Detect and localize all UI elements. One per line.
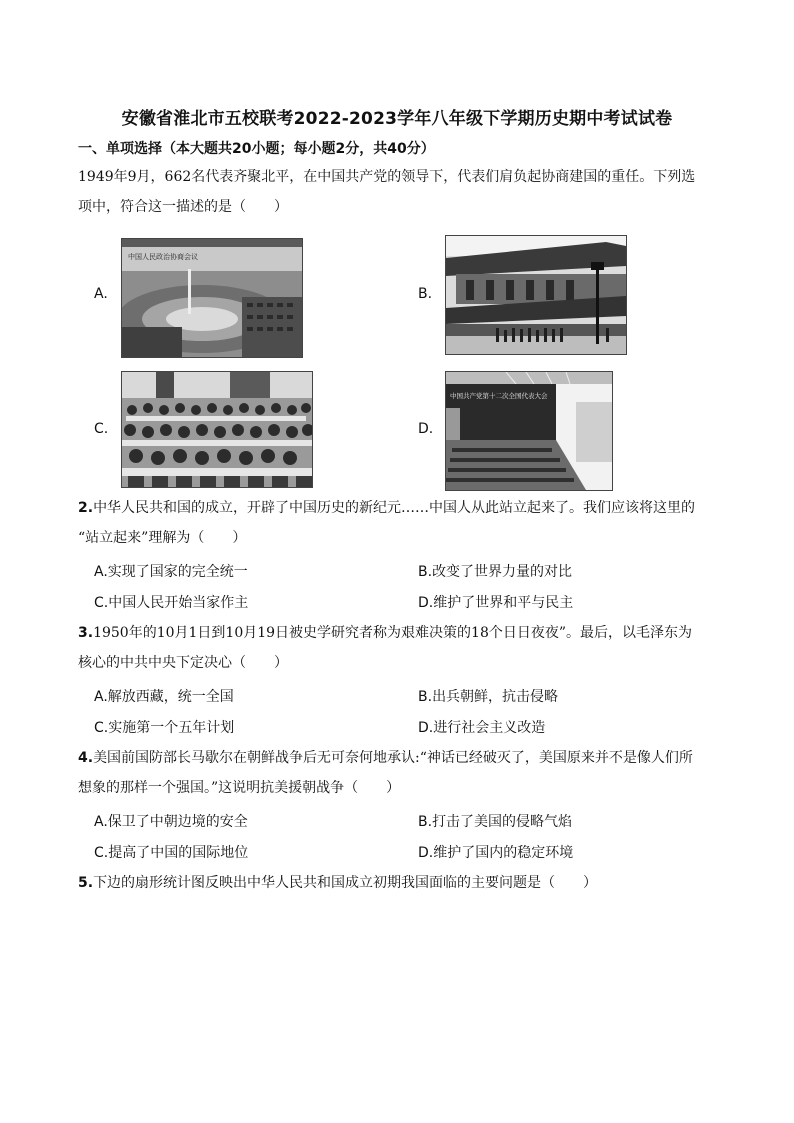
option-4b[interactable]: B.打击了美国的侵略气焰 — [418, 814, 573, 830]
question-4-line1: 4.美国前国防部长马歇尔在朝鲜战争后无可奈何地承认:“神话已经破灭了，美国原来并不是像人们所 — [78, 750, 693, 766]
option-3c[interactable]: C.实施第一个五年计划 — [94, 720, 235, 736]
option-2d[interactable]: D.维护了世界和平与民主 — [418, 595, 574, 611]
question-4 — [78, 743, 748, 803]
option-1c-label[interactable]: C. — [94, 421, 109, 437]
question-4-line2: 想象的那样一个强国。”这说明抗美援朝战争（ ） — [78, 780, 401, 796]
option-4d[interactable]: D.维护了国内的稳定环境 — [418, 845, 574, 861]
option-3b[interactable]: B.出兵朝鲜，抗击侵略 — [418, 689, 559, 705]
photo-1d-congress-hall[interactable] — [445, 371, 613, 491]
page-title: 安徽省淮北市五校联考2022-2023学年八年级下学期历史期中考试试卷 — [121, 109, 673, 129]
photo-1a-caption: 中国人民政治协商会议 — [128, 253, 198, 261]
photo-1c-meeting-crowd[interactable] — [121, 371, 313, 488]
option-1d-label[interactable]: D. — [418, 421, 434, 437]
question-2-line2: “站立起来”理解为（ ） — [78, 530, 247, 546]
option-4a[interactable]: A.保卫了中朝边境的安全 — [94, 814, 248, 830]
option-3a[interactable]: A.解放西藏，统一全国 — [94, 689, 234, 705]
question-5 — [78, 868, 748, 898]
option-4c[interactable]: C.提高了中国的国际地位 — [94, 845, 249, 861]
question-1 — [78, 162, 748, 222]
question-3-line2: 核心的中共中央下定决心（ ） — [78, 655, 288, 671]
question-5-line1: 5.下边的扇形统计图反映出中华人民共和国成立初期我国面临的主要问题是（ ） — [78, 875, 598, 891]
question-1-line2: 项中，符合这一描述的是（ ） — [78, 199, 288, 215]
option-2b[interactable]: B.改变了世界力量的对比 — [418, 564, 573, 580]
question-3 — [78, 618, 748, 678]
section-heading: 一、单项选择（本大题共20小题；每小题2分，共40分） — [78, 141, 435, 157]
question-3-line1: 3.1950年的10月1日到10月19日被史学研究者称为艰难决策的18个日日夜夜”。最后，以毛泽东为 — [78, 625, 693, 641]
question-2-line1: 2.中华人民共和国的成立，开辟了中国历史的新纪元……中国人从此站立起来了。我们应该将这里的 — [78, 500, 696, 516]
question-2 — [78, 493, 748, 553]
photo-1a-conference-hall[interactable] — [121, 238, 303, 358]
option-3d[interactable]: D.进行社会主义改造 — [418, 720, 546, 736]
question-1-line1: 1949年9月，662名代表齐聚北平，在中国共产党的领导下，代表们肩负起协商建国的重任。下列选 — [78, 169, 696, 185]
option-2c[interactable]: C.中国人民开始当家作主 — [94, 595, 249, 611]
option-1a-label[interactable]: A. — [94, 286, 108, 302]
option-2a[interactable]: A.实现了国家的完全统一 — [94, 564, 248, 580]
photo-1b-historic-building[interactable] — [445, 235, 627, 355]
option-1b-label[interactable]: B. — [418, 286, 433, 302]
photo-1d-caption: 中国共产党第十二次全国代表大会 — [450, 392, 548, 400]
